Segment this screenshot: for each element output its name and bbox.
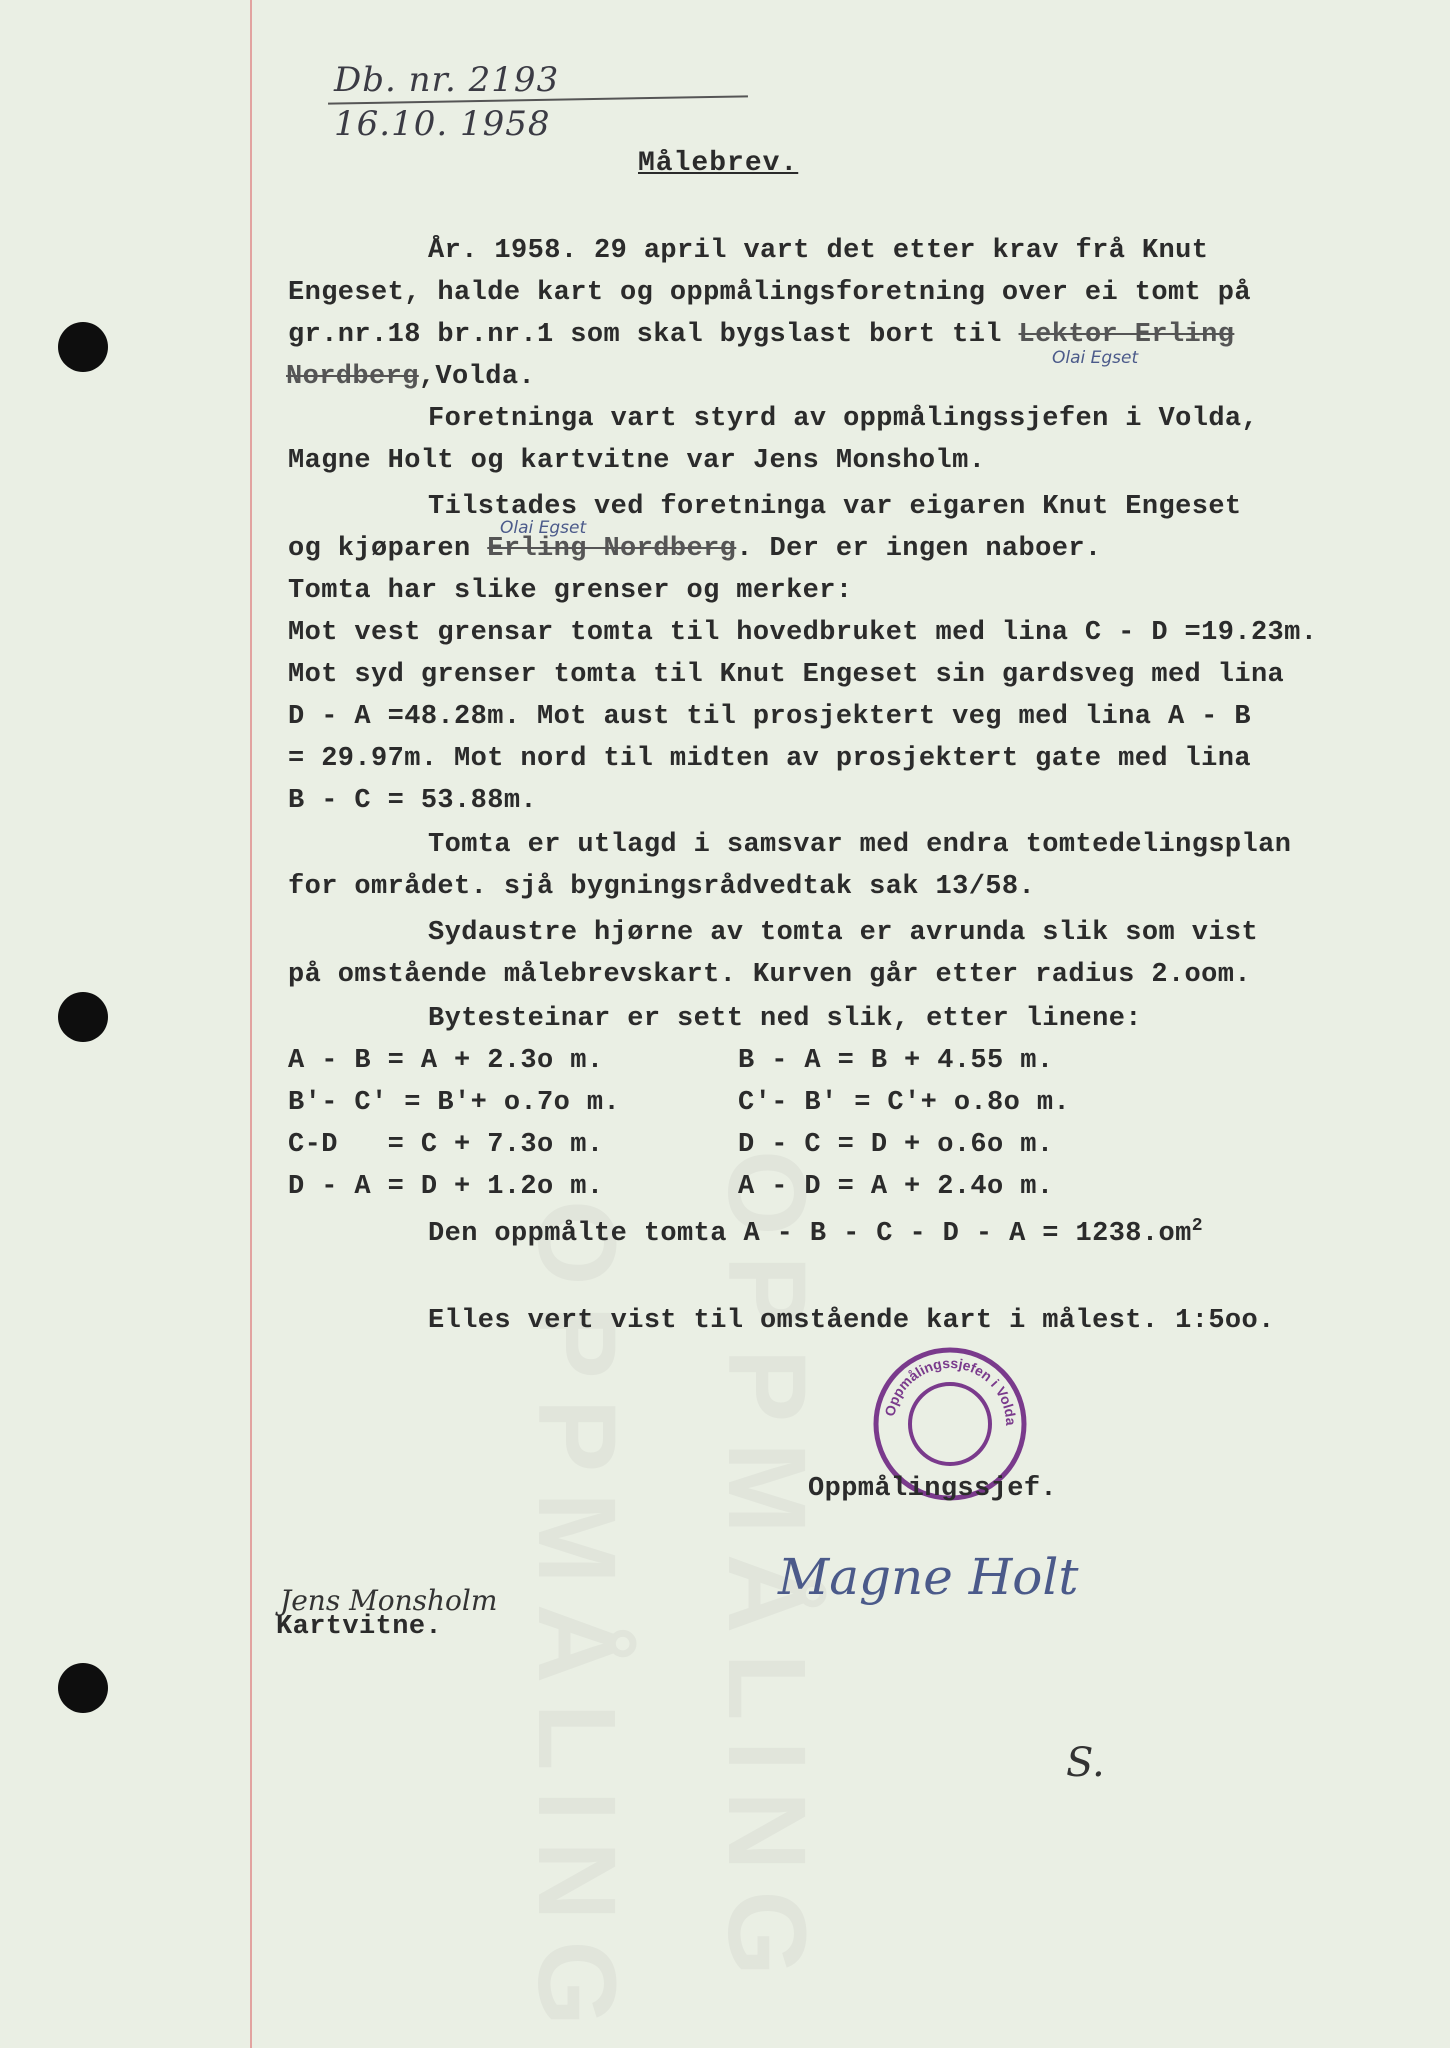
- text-segment: og kjøparen: [288, 534, 488, 564]
- stamp-inner-ring: [910, 1384, 990, 1464]
- marker-right: C'- B' = C'+ o.8o m.: [738, 1088, 1071, 1118]
- handwritten-insert: Olai Egset: [1052, 348, 1139, 368]
- marker-right: A - D = A + 2.4o m.: [738, 1172, 1054, 1202]
- text-line: B - C = 53.88m.: [288, 786, 538, 816]
- text-line: Sydaustre hjørne av tomta er avrunda slik som vist: [428, 918, 1259, 948]
- text-line: [288, 320, 1234, 350]
- text-line: D - A =48.28m. Mot aust til prosjektert veg med lina A - B: [288, 702, 1251, 732]
- text-line: Magne Holt og kartvitne var Jens Monsholm.: [288, 446, 986, 476]
- witness-role: Kartvitne.: [276, 1612, 443, 1642]
- punch-hole: [58, 992, 108, 1042]
- text-line: Tomta er utlagd i samsvar med endra tomtedelingsplan: [428, 830, 1292, 860]
- area-line: [428, 1216, 1203, 1249]
- superscript: 2: [1191, 1216, 1203, 1236]
- marker-left: D - A = D + 1.2o m.: [288, 1172, 604, 1202]
- text-segment: gr.nr.18 br.nr.1 som skal bygslast bort til: [288, 320, 1019, 350]
- text-line: = 29.97m. Mot nord til midten av prosjektert gate med lina: [288, 744, 1251, 774]
- punch-hole: [58, 1663, 108, 1713]
- struck-text: Erling Nordberg: [487, 534, 737, 564]
- witness-signature: Jens Monsholm: [280, 1584, 498, 1617]
- text-segment: Den oppmålte tomta A - B - C - D - A = 1238.om: [428, 1219, 1192, 1249]
- marker-left: B'- C' = B'+ o.7o m.: [288, 1088, 621, 1118]
- handwritten-insert: Olai Egset: [500, 518, 587, 538]
- struck-text: Lektor Erling: [1018, 320, 1235, 350]
- marker-right: D - C = D + o.6o m.: [738, 1130, 1054, 1160]
- marker-right: B - A = B + 4.55 m.: [738, 1046, 1054, 1076]
- text-line: Mot vest grensar tomta til hovedbruket med lina C - D =19.23m.: [288, 618, 1318, 648]
- margin-line: [250, 0, 252, 2048]
- marker-left: C-D = C + 7.3o m.: [288, 1130, 604, 1160]
- surveyor-role: Oppmålingssjef.: [808, 1474, 1058, 1504]
- document-title: Målebrev.: [638, 148, 799, 179]
- text-line: Tilstades ved foretninga var eigaren Knut Engeset: [428, 492, 1242, 522]
- scale-line: Elles vert vist til omstående kart i målest. 1:5oo.: [428, 1306, 1275, 1336]
- struck-text: Nordberg: [286, 362, 419, 392]
- stamp-ring-text: Oppmålingssjefen i Volda: [881, 1354, 1020, 1426]
- text-line: Engeset, halde kart og oppmålingsforetning over ei tomt på: [288, 278, 1251, 308]
- text-line: Foretninga vart styrd av oppmålingssjefen i Volda,: [428, 404, 1259, 434]
- text-segment: . Der er ingen naboer.: [736, 534, 1102, 564]
- watermark: OPPMÅLING: [705, 1150, 828, 1997]
- reference-date: 16.10. 1958: [334, 104, 551, 144]
- reference-number: Db. nr. 2193: [334, 60, 560, 100]
- marker-left: A - B = A + 2.3o m.: [288, 1046, 604, 1076]
- text-line: for området. sjå bygningsrådvedtak sak 13/58.: [288, 872, 1036, 902]
- surveyor-signature: Magne Holt: [778, 1548, 1079, 1606]
- text-line: År. 1958. 29 april vart det etter krav frå Knut: [428, 236, 1209, 266]
- punch-hole: [58, 322, 108, 372]
- text-line: Bytesteinar er sett ned slik, etter linene:: [428, 1004, 1142, 1034]
- text-line: [286, 362, 535, 392]
- initial-mark: S.: [1066, 1740, 1105, 1786]
- text-line: Mot syd grenser tomta til Knut Engeset sin gardsveg med lina: [288, 660, 1285, 690]
- text-line: [288, 534, 1102, 564]
- text-line: på omstående målebrevskart. Kurven går etter radius 2.oom.: [288, 960, 1251, 990]
- text-segment: ,Volda.: [418, 362, 536, 392]
- text-line: Tomta har slike grenser og merker:: [288, 576, 853, 606]
- watermark: OPPMÅLING: [515, 1200, 638, 2047]
